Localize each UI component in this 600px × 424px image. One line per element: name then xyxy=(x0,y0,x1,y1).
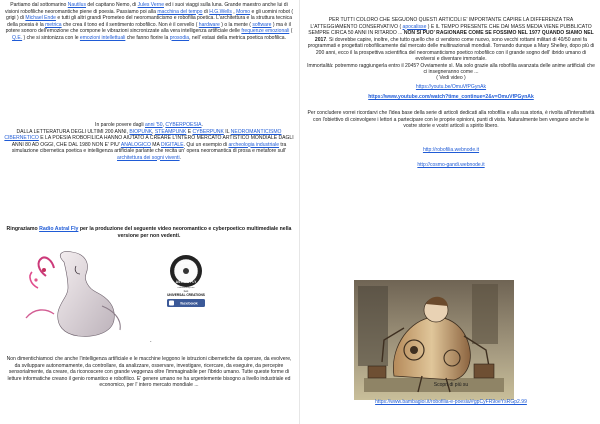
cyberpoetry-paragraph: In parole povere dagli anni '50, CYBERPOESIA. DALLA LETTERATURA DEGLI ULTIMI 200 ANNI, BIOPUNK, STEAMPUNK E CYBERPUNK IL NEOROMANTICISMO CIBERNETICO E LA POESIA ROBOFILICA HANNO AIUTATO A CREARE L'INTERO MERCATO ARTISTICO MONDIALE DAGLI ANNI 80 AD OGGI, CHE DAL 1980 NON E' PIU' ANALOGICO MA DIGITALE. Qui un esempio di archeologia industriale tra simulazione cibernetica poetica e intelligenza artificiale parlante che recita un' opera neoromantica di prosa e metafore sull' architettura dei sogni viventi. xyxy=(4,122,294,161)
ai-reading-paragraph: Non dimentichiamoci che anche l'intelligenza artificiale e le macchine leggono le istruzioni cibernetiche da operare, da evolvere, da sviluppare autonomamente, da controllare, da analizzare, osservare, investigare, ricercare, da eseguire, da percepire sensorialmente, da creare, da riconoscere con grande veggenza oltre l'immaginabile per l'ibrido umano. Tutte queste forme di letture informatiche creano il genio romantico e robofilico. E' genere umano ne ha urgentemente bisogno a livello industriale ed economico, per l' intero mercato mondiale ... xyxy=(6,356,292,388)
link-jules-verne[interactable]: Jules Verne xyxy=(137,2,164,8)
right-column xyxy=(306,0,596,424)
link-youtube-watch[interactable]: https://www.youtube.com/watch?time_continue=2&v=OmuVfPGynAk xyxy=(368,94,534,100)
logo-sub2-text: UNIVERSAL CREATIONS xyxy=(167,293,205,297)
thanks-paragraph: Ringraziamo Radio Astral Fly per la produzione del seguente video neoromantico e cyberpoetico multimediale nella versione per non vedenti. xyxy=(6,226,292,239)
link-michael-ende[interactable]: Michael Ende xyxy=(25,15,56,21)
separator-dot: . xyxy=(150,338,152,344)
discover-more-caption: Scopri di più su xyxy=(433,382,469,388)
link-nautilus[interactable]: Nautilus xyxy=(67,2,86,8)
link-cosmo-gandi-webnode[interactable]: http://cosmo-gandi.webnode.it xyxy=(417,162,485,168)
facebook-label: facebook xyxy=(180,300,198,306)
logo-sub1-text: best xyxy=(183,290,189,293)
left-column xyxy=(4,0,294,424)
link-cibernetico[interactable]: CIBERNETICO xyxy=(4,135,39,141)
link-steampunk[interactable]: STEAMPUNK xyxy=(154,128,187,135)
conservative-attitude-paragraph: PER TUTTI COLORO CHE SEGUONO QUESTI ARTICOLI E' IMPORTANTE CAPIRE LA DIFFERENZA TRA L'ATTEGGIAMENTO CONSERVATIVO ( apocalisse ) E IL TEMPO PRESENTE CHE DAI MASS MEDIA VIENE PUBBLICATO SEMPRE CIRCA 50 ANNI IN RITARDO ... NON SI PUO' RAGIONARE COME SE FOSSIMO NEL 1977 QUANDO SIAMO NEL 2017. Si dovrebbe capire, inoltre, che tutto quello che ci vendono come nuovo, sono vecchi rottami militari di 40/50 anni fa programmati e progettati robofilicamente dal mercato delle multinazionali mondiali. Tornando dunque a Mary Shelley, dopo più di 200 anni, ecco il la prospettiva scientifica del neoromanticismo poetico robofilico con il grande sogno dell' ibrido umano di evolversi e diventare immortale. Immortalità: potremmo raggiungerla entro il 2045? Ovviamente sì. Ma solo grazie alla robofilia avanzata delle anime artificiali che ci insegneranno come ... xyxy=(307,17,595,75)
link-anni-50[interactable]: anni '50 xyxy=(145,122,163,128)
mannequin-image xyxy=(16,248,154,340)
intro-paragraph: Partiamo dal sottomarino Nautilus del capitano Nemo, di Jules Verne ed i suoi viaggi sulla luna. Grande maestro anche lui di visioni robofiliche neoromantiche piene di poesia. Passiamo poi alla macchina del tempo di H.G.Wells , Momo e gli uomini robot ( grigi ) di Michael Ende e tutti gli altri grandi Prometeo del neoromanticismo e robofilia poetica. L'architettura e la struttura tecnica della poesia è la metrica che crea il tono ed il sentimento robofilico. Non è il cervello ( hardware ) o la mente ( software ) ma è il potere sonoro dell'emozione che compone le vibrazioni sincronizzate alla vera intelligenza artificiale delle frequenze emozionali ( Q.E. ) che si sintonizza con le emozioni intellettuali che fanno fiorire la prosodia, nell' estasi della metrica poetica robofilica. xyxy=(4,2,294,41)
link-cyberpoesia[interactable]: CYBERPOESIA xyxy=(165,122,202,128)
column-divider xyxy=(299,0,300,424)
video-caption: ( Vedi video ) xyxy=(436,75,466,81)
link-analogico[interactable]: ANALOGICO xyxy=(120,141,151,148)
link-frequenze-emozionali[interactable]: frequenze emozionali xyxy=(241,28,290,34)
link-qe[interactable]: Q.E. xyxy=(12,34,23,41)
link-cyberpunk[interactable]: CYBERPUNK xyxy=(192,128,224,135)
facebook-icon xyxy=(169,301,174,306)
link-neoromanticismo[interactable]: NEOROMANTICISMO xyxy=(230,128,282,135)
link-metrica[interactable]: metrica xyxy=(45,21,62,28)
logo-radio-text: RADIO xyxy=(181,261,191,265)
link-momo[interactable]: Momo xyxy=(236,8,251,15)
link-hg-wells[interactable]: H.G.Wells xyxy=(209,8,232,15)
link-software[interactable]: software xyxy=(252,21,272,28)
link-radio-astral-fly[interactable]: Radio Astral Fly xyxy=(39,226,79,232)
link-emozioni-intellettuali[interactable]: emozioni intellettuali xyxy=(79,34,126,41)
link-youtu-be[interactable]: https://youtu.be/OmuVfPGynAk xyxy=(415,84,487,90)
logo-url-text: radioastralfly.com xyxy=(177,287,195,289)
link-prosodia[interactable]: prosodia xyxy=(169,34,190,41)
link-hardware[interactable]: hardware xyxy=(198,21,220,28)
link-biopunk[interactable]: BIOPUNK xyxy=(129,128,153,135)
link-bambagioi[interactable]: https://www.bambagioi.it/robofilia-e-poesia/#gpCyFR9oeYsRGp2.99 xyxy=(375,399,527,405)
conclusion-paragraph: Per concludere vorrei ricordarvi che l'idea base della serie di articoli dedicati alla robofilia e alla sua storia, è rivolta all'interattività con l'obiettivo di coinvolgere i lettori a partecipare con le proprie opinioni, punti di vista. Naturalmente ben vengano anche le vostre storie e vostri articoli a spirito libero. xyxy=(307,110,595,129)
link-architettura-sogni[interactable]: architettura dei sogni viventi xyxy=(117,154,180,161)
link-macchina-del-tempo[interactable]: macchina del tempo xyxy=(157,8,203,15)
link-apocalisse[interactable]: apocalisse xyxy=(402,23,427,30)
link-robofilia-webnode[interactable]: http://robofilia.webnode.it xyxy=(422,147,480,153)
link-archeologia-industriale[interactable]: archeologia industriale xyxy=(228,141,280,148)
logo-name-text: ASTRAL FLY xyxy=(175,280,197,284)
radio-astral-fly-logo xyxy=(155,251,217,309)
link-digitale[interactable]: DIGITALE xyxy=(160,141,184,148)
